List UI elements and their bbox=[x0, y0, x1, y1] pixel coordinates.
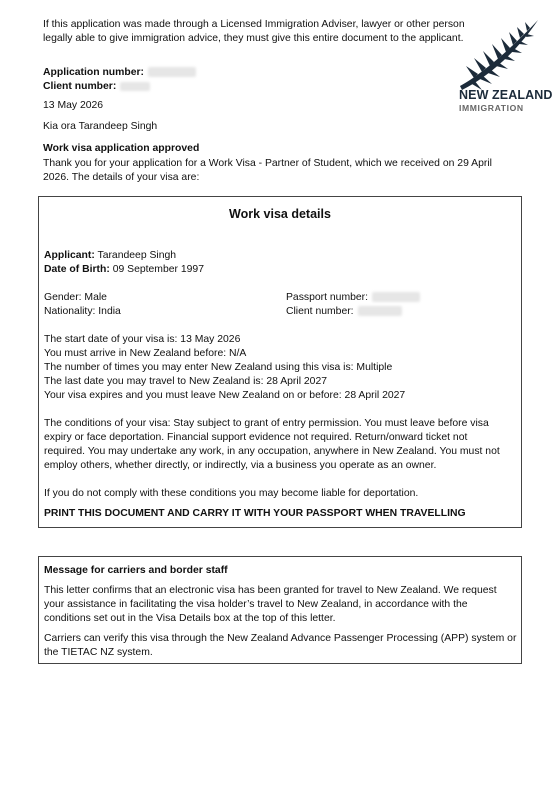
adviser-notice-line-2: legally able to give immigration advice, they must give this entire document to the applicant. bbox=[43, 33, 464, 44]
client-number-row bbox=[43, 80, 150, 94]
redacted-details-client-number bbox=[358, 306, 402, 316]
client-number-label: Client number: bbox=[43, 81, 117, 92]
visa-start-date: The start date of your visa is: 13 May 2026 bbox=[44, 334, 241, 345]
redacted-passport-number bbox=[372, 292, 420, 302]
letter-date: 13 May 2026 bbox=[43, 100, 104, 111]
redacted-application-number bbox=[148, 67, 196, 77]
arrive-before: You must arrive in New Zealand before: N/A bbox=[44, 348, 247, 359]
carriers-para1-line-1: This letter confirms that an electronic visa has been granted for travel to New Zealand. We request bbox=[44, 585, 497, 596]
deportation-warning: If you do not comply with these conditions you may become liable for deportation. bbox=[44, 488, 419, 499]
conditions-line-2: expiry or face deportation. Financial support evidence not required. Return/onward ticket not bbox=[44, 432, 468, 443]
passport-number-label: Passport number: bbox=[286, 292, 369, 303]
redacted-client-number bbox=[120, 82, 150, 91]
adviser-notice-line-1: If this application was made through a Licensed Immigration Adviser, lawyer or other person bbox=[43, 19, 465, 30]
intro-line-2: 2026. The details of your visa are: bbox=[43, 172, 200, 183]
application-number-row bbox=[43, 66, 196, 80]
nationality: Nationality: India bbox=[44, 306, 121, 317]
visa-expiry: Your visa expires and you must leave New Zealand on or before: 28 April 2027 bbox=[44, 390, 406, 401]
dob-row bbox=[44, 263, 204, 277]
last-travel-date: The last date you may travel to New Zealand is: 28 April 2027 bbox=[44, 376, 328, 387]
carriers-para1-line-3: conditions set out in the Visa Details box at the top of this letter. bbox=[44, 613, 336, 624]
dob-label: Date of Birth: bbox=[44, 264, 110, 275]
number-of-entries: The number of times you may enter New Zealand using this visa is: Multiple bbox=[44, 362, 393, 373]
greeting: Kia ora Tarandeep Singh bbox=[43, 121, 158, 132]
visa-details-title: Work visa details bbox=[229, 207, 331, 221]
applicant-label: Applicant: bbox=[44, 250, 95, 261]
applicant-value: Tarandeep Singh bbox=[97, 250, 177, 261]
details-client-number-row bbox=[286, 305, 402, 319]
print-notice: PRINT THIS DOCUMENT AND CARRY IT WITH YOUR PASSPORT WHEN TRAVELLING bbox=[44, 508, 466, 519]
carriers-para1-line-2: your assistance in facilitating the visa holder’s travel to New Zealand, in accordance with the bbox=[44, 599, 468, 610]
letter-subject: Work visa application approved bbox=[43, 143, 200, 154]
logo-subtitle: IMMIGRATION bbox=[459, 103, 524, 113]
conditions-line-3: required. You may undertake any work, in any occupation, anywhere in New Zealand. You must not bbox=[44, 446, 500, 457]
carriers-title: Message for carriers and border staff bbox=[44, 565, 228, 576]
passport-number-row bbox=[286, 291, 420, 305]
gender: Gender: Male bbox=[44, 292, 107, 303]
details-client-number-label: Client number: bbox=[286, 306, 354, 317]
application-number-label: Application number: bbox=[43, 67, 145, 78]
carriers-para2-line-2: the TIETAC NZ system. bbox=[44, 647, 153, 658]
conditions-line-4: employ others, whether directly, or indirectly, via a business you operate as an owner. bbox=[44, 460, 437, 471]
dob-value: 09 September 1997 bbox=[112, 264, 204, 275]
conditions-line-1: The conditions of your visa: Stay subject to grant of entry permission. You must leave before visa bbox=[44, 418, 489, 429]
intro-line-1: Thank you for your application for a Work Visa - Partner of Student, which we received on 29 April bbox=[43, 158, 492, 169]
carriers-para2-line-1: Carriers can verify this visa through the New Zealand Advance Passenger Processing (APP) system or bbox=[44, 633, 517, 644]
applicant-row bbox=[44, 249, 176, 263]
logo-title: NEW ZEALAND bbox=[459, 88, 553, 102]
